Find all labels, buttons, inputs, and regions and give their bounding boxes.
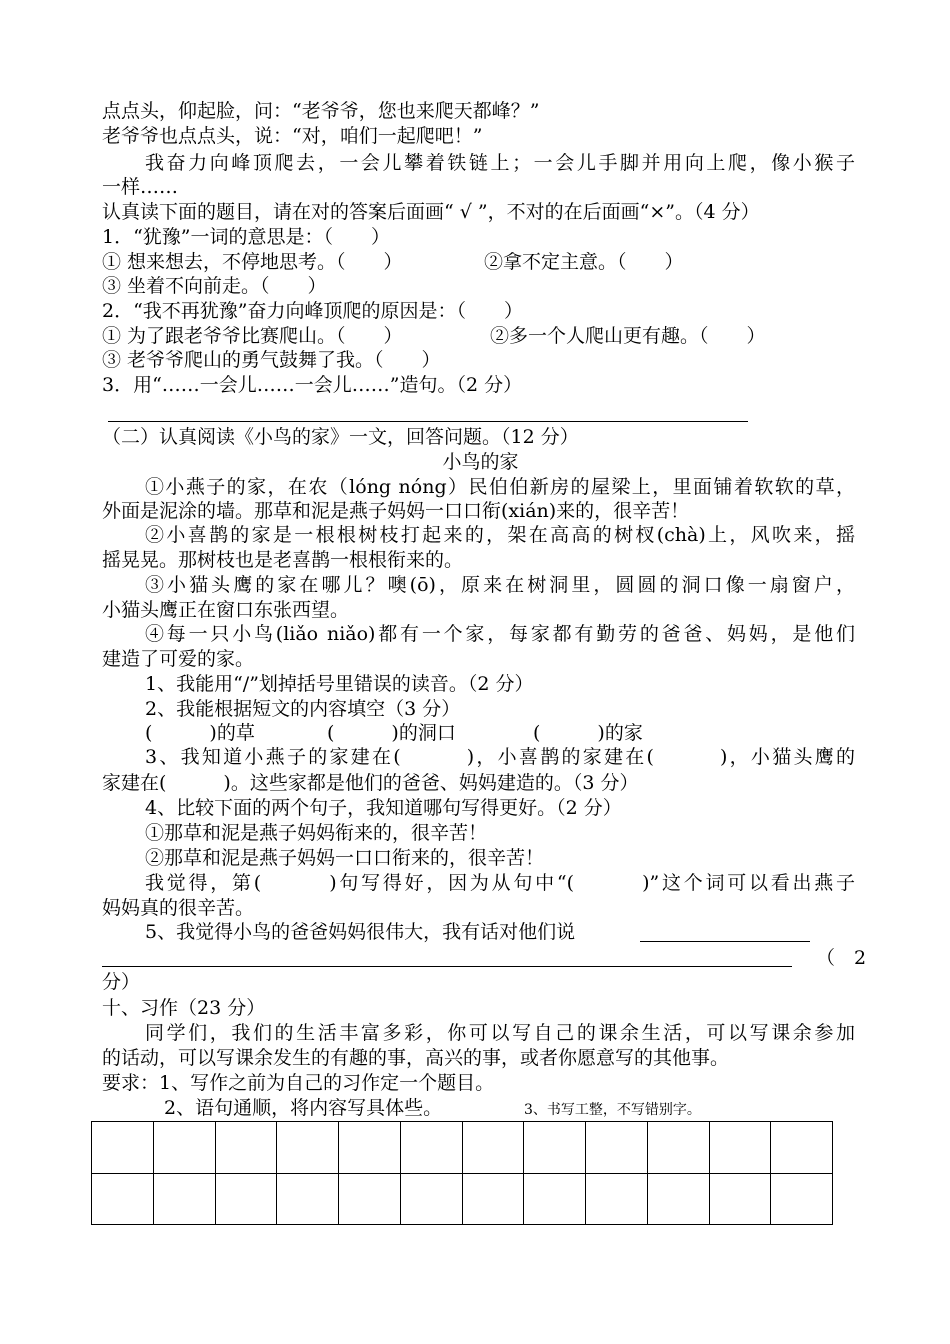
answer-line[interactable] [640, 941, 810, 942]
grid-cell[interactable] [215, 1122, 277, 1174]
passage-line: 建造了可爱的家。 [102, 648, 255, 670]
task-5: 5、我觉得小鸟的爸爸妈妈很伟大，我有话对他们说 [145, 921, 576, 943]
grid-cell[interactable] [462, 1173, 524, 1225]
grid-cell[interactable] [524, 1173, 586, 1225]
grid-cell[interactable] [586, 1173, 648, 1225]
grid-cell[interactable] [400, 1122, 462, 1174]
writing-grid[interactable] [91, 1121, 833, 1225]
question-3: 3．用“……一会儿……一会儿……”造句。（2 分） [102, 374, 523, 396]
story-line: 点点头，仰起脸，问：“老爷爷，您也来爬天都峰？” [102, 100, 540, 122]
fill-blank[interactable]: ( )的洞口 [327, 722, 456, 744]
grid-row [92, 1122, 833, 1174]
passage-line: ③小猫头鹰的家在哪儿？噢(ō)，原来在树洞里，圆圆的洞口像一扇窗户， [145, 574, 855, 596]
grid-cell[interactable] [771, 1122, 833, 1174]
answer-line[interactable] [102, 966, 792, 967]
grid-cell[interactable] [92, 1173, 154, 1225]
task-4: 4、比较下面的两个句子，我知道哪句写得更好。（2 分） [145, 797, 622, 819]
grid-cell[interactable] [339, 1173, 401, 1225]
grid-cell[interactable] [709, 1173, 771, 1225]
grid-cell[interactable] [339, 1122, 401, 1174]
passage-line: 摇晃晃。那树枝也是老喜鹊一根根衔来的。 [102, 549, 464, 571]
judge-instruction: 认真读下面的题目，请在对的答案后面画“ √ ”，不对的在后面画“×”。（4 分） [102, 201, 760, 223]
passage-title: 小鸟的家 [442, 451, 519, 473]
task-4-answer: 妈妈真的很辛苦。 [102, 897, 255, 919]
question-1: 1．“犹豫”一词的意思是：（ ） [102, 226, 391, 248]
fill-blank[interactable]: ( )的草 [145, 722, 255, 744]
grid-cell[interactable] [153, 1122, 215, 1174]
passage-line: ①小燕子的家，在农（lóng nóng）民伯伯新房的屋梁上，里面铺着软软的草， [145, 476, 855, 498]
story-line: 一样…… [102, 176, 179, 198]
grid-cell[interactable] [153, 1173, 215, 1225]
grid-cell[interactable] [400, 1173, 462, 1225]
essay-prompt: 同学们，我们的生活丰富多彩，你可以写自己的课余生活，可以写课余参加 [145, 1022, 855, 1044]
grid-cell[interactable] [524, 1122, 586, 1174]
q2-option-a: ① 为了跟老爷爷比赛爬山。（ ） [102, 325, 403, 347]
passage-line: ④每一只小鸟(liǎo niǎo)都有一个家，每家都有勤劳的爸爸、妈妈，是他们 [145, 623, 855, 645]
q2-option-b: ②多一个人爬山更有趣。（ ） [490, 325, 766, 347]
story-line: 老爷爷也点点头，说：“对，咱们一起爬吧！” [102, 125, 483, 147]
sentence-option: ②那草和泥是燕子妈妈一口口衔来的，很辛苦！ [145, 847, 545, 869]
grid-cell[interactable] [709, 1122, 771, 1174]
grid-cell[interactable] [647, 1122, 709, 1174]
requirement: 3、书写工整，不写错别字。 [524, 1102, 701, 1118]
passage-line: 外面是泥涂的墙。那草和泥是燕子妈妈一口口衔(xián)来的，很辛苦！ [102, 500, 690, 522]
grid-cell[interactable] [462, 1122, 524, 1174]
grid-cell[interactable] [277, 1122, 339, 1174]
grid-cell[interactable] [277, 1173, 339, 1225]
task-4-answer: 我觉得，第( )句写得好，因为从句中“( )”这个词可以看出燕子 [145, 872, 855, 894]
question-2: 2．“我不再犹豫”奋力向峰顶爬的原因是：（ ） [102, 300, 524, 322]
grid-cell[interactable] [647, 1173, 709, 1225]
sentence-option: ①那草和泥是燕子妈妈衔来的，很辛苦！ [145, 822, 488, 844]
answer-line[interactable] [108, 421, 748, 422]
q1-option-a: ① 想来想去，不停地思考。（ ） [102, 251, 403, 273]
q1-option-b: ②拿不定主意。（ ） [484, 251, 684, 273]
essay-prompt: 的话动，可以写课余发生的有趣的事，高兴的事，或者你愿意写的其他事。 [102, 1047, 730, 1069]
passage-line: ②小喜鹊的家是一根根树枝打起来的，架在高高的树杈(chà)上，风吹来，摇 [145, 524, 855, 546]
fill-blank[interactable]: ( )的家 [533, 722, 643, 744]
requirement: 要求：1、写作之前为自己的习作定一个题目。 [102, 1072, 495, 1094]
requirement: 2、语句通顺，将内容写具体些。 [164, 1097, 443, 1119]
task-5-points: 分） [102, 971, 141, 993]
task-5-points: （ 2 [816, 947, 867, 969]
grid-cell[interactable] [771, 1173, 833, 1225]
story-line: 我奋力向峰顶爬去，一会儿攀着铁链上；一会儿手脚并用向上爬，像小猴子 [145, 152, 855, 174]
task-3: 家建在( )。这些家都是他们的爸爸、妈妈建造的。（3 分） [102, 772, 639, 794]
task-3: 3、我知道小燕子的家建在( )，小喜鹊的家建在( )，小猫头鹰的 [145, 746, 855, 768]
task-2: 2、我能根据短文的内容填空（3 分） [145, 698, 461, 720]
grid-row [92, 1173, 833, 1225]
grid-cell[interactable] [586, 1122, 648, 1174]
q2-option-c: ③ 老爷爷爬山的勇气鼓舞了我。（ ） [102, 349, 441, 371]
grid-cell[interactable] [92, 1122, 154, 1174]
section-heading: 十、习作（23 分） [102, 997, 266, 1019]
passage-line: 小猫头鹰正在窗口东张西望。 [102, 599, 350, 621]
section-heading: （二）认真阅读《小鸟的家》一文，回答问题。（12 分） [102, 426, 579, 448]
grid-cell[interactable] [215, 1173, 277, 1225]
task-1: 1、我能用“/”划掉括号里错误的读音。（2 分） [145, 673, 534, 695]
q1-option-c: ③ 坐着不向前走。（ ） [102, 275, 327, 297]
